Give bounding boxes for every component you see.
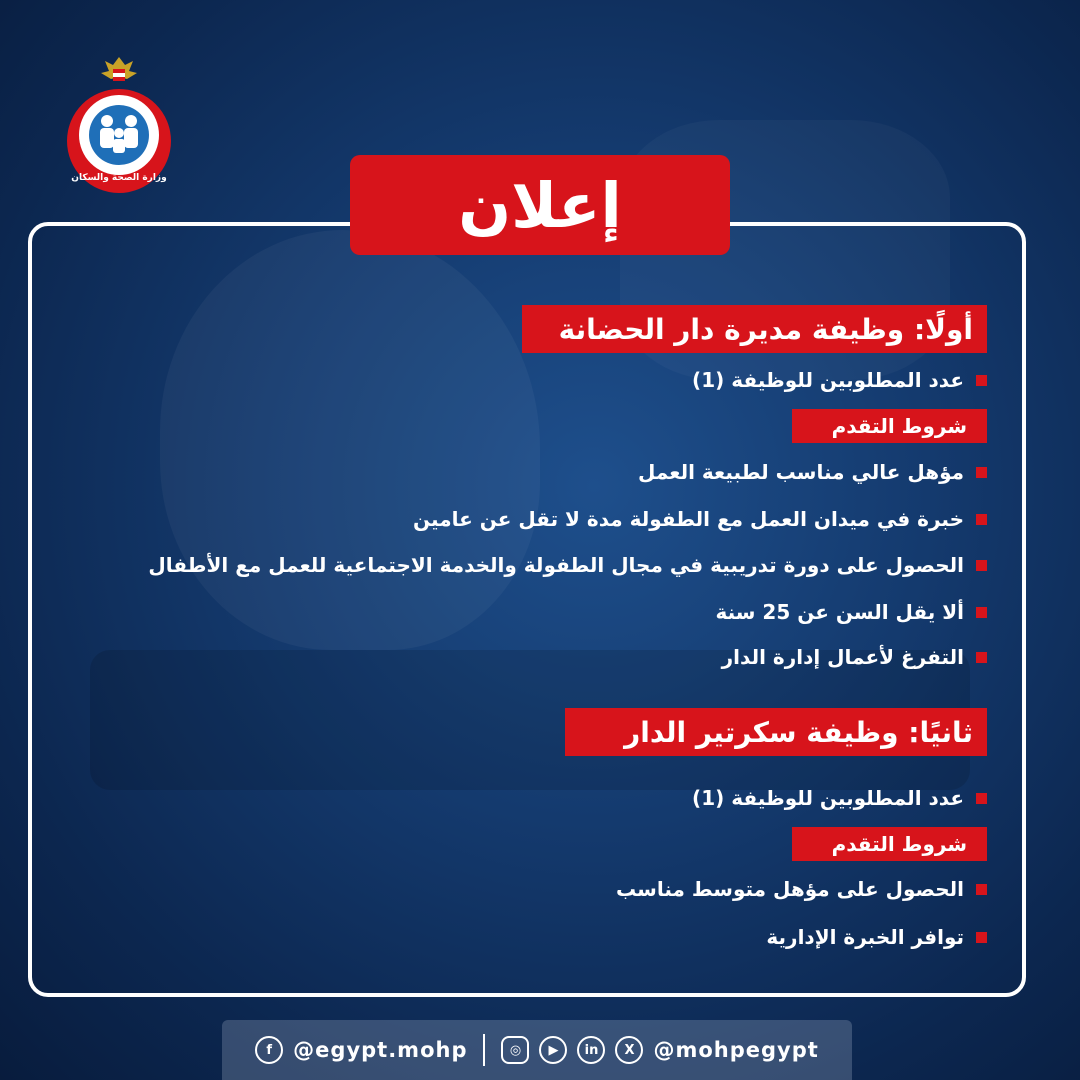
list-item xyxy=(692,780,987,816)
list-item xyxy=(692,362,987,398)
bullet-square-icon xyxy=(976,375,987,386)
social-footer xyxy=(222,1020,852,1080)
youtube-icon[interactable]: ▶ xyxy=(539,1036,567,1064)
eagle-emblem-icon xyxy=(101,57,137,81)
instagram-icon[interactable]: ◎ xyxy=(501,1036,529,1064)
list-item xyxy=(148,547,987,583)
title-box xyxy=(350,155,730,255)
condition-text: ألا يقل السن عن 25 سنة xyxy=(715,600,964,624)
list-item xyxy=(638,454,987,490)
bullet-square-icon xyxy=(976,607,987,618)
section1-heading-box xyxy=(522,305,987,353)
section2-heading-box xyxy=(565,708,987,756)
section2-heading: ثانيًا: وظيفة سكرتير الدار xyxy=(624,715,973,749)
linkedin-icon[interactable]: in xyxy=(577,1036,605,1064)
bullet-square-icon xyxy=(976,514,987,525)
bullet-square-icon xyxy=(976,560,987,571)
condition-text: مؤهل عالي مناسب لطبيعة العمل xyxy=(638,460,964,484)
page-title: إعلان xyxy=(458,168,622,242)
facebook-icon[interactable]: f xyxy=(255,1036,283,1064)
divider xyxy=(483,1034,485,1066)
list-item xyxy=(715,594,987,630)
ministry-logo xyxy=(55,55,183,195)
section2-count: عدد المطلوبين للوظيفة (1) xyxy=(692,786,964,810)
bullet-square-icon xyxy=(976,467,987,478)
condition-text: التفرغ لأعمال إدارة الدار xyxy=(721,645,964,669)
facebook-handle[interactable]: @egypt.mohp xyxy=(293,1038,468,1062)
condition-text: توافر الخبرة الإدارية xyxy=(766,925,964,949)
list-item xyxy=(766,919,987,955)
section1-conditions-label: شروط التقدم xyxy=(831,414,967,438)
x-icon[interactable]: X xyxy=(615,1036,643,1064)
list-item xyxy=(722,639,987,675)
list-item xyxy=(616,871,987,907)
logo-arabic-text: وزارة الصحة والسكان xyxy=(71,173,167,183)
bullet-square-icon xyxy=(976,652,987,663)
condition-text: خبرة في ميدان العمل مع الطفولة مدة لا تقل عن عامين xyxy=(413,507,964,531)
condition-text: الحصول على دورة تدريبية في مجال الطفولة والخدمة الاجتماعية للعمل مع الأطفال xyxy=(148,553,964,577)
section1-conditions-box xyxy=(792,409,987,443)
section1-count: عدد المطلوبين للوظيفة (1) xyxy=(692,368,964,392)
bullet-square-icon xyxy=(976,793,987,804)
social-handle[interactable]: @mohpegypt xyxy=(653,1038,819,1062)
bullet-square-icon xyxy=(976,932,987,943)
section2-conditions-box xyxy=(792,827,987,861)
list-item xyxy=(413,501,987,537)
bullet-square-icon xyxy=(976,884,987,895)
section2-conditions-label: شروط التقدم xyxy=(831,832,967,856)
condition-text: الحصول على مؤهل متوسط مناسب xyxy=(616,877,964,901)
section1-heading: أولًا: وظيفة مديرة دار الحضانة xyxy=(558,312,973,346)
